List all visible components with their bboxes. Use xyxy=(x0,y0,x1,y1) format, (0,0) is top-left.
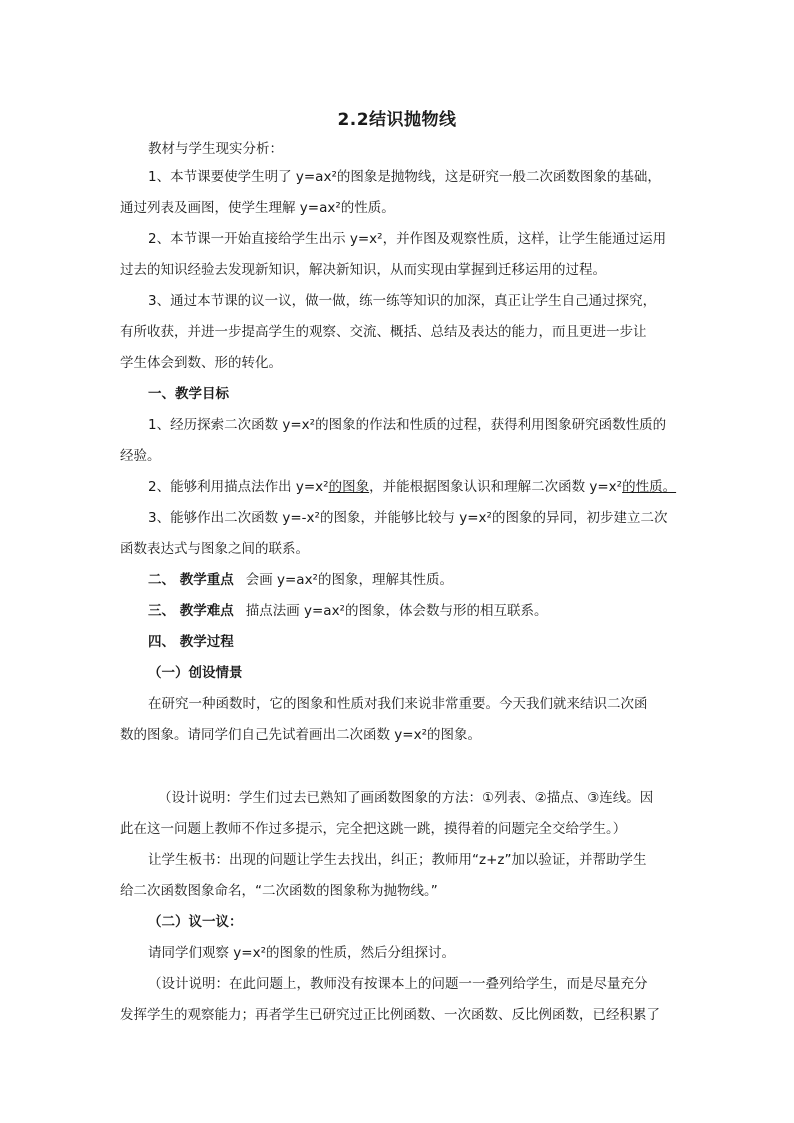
difficulty-text: 描点法画 y=ax²的图象，体会数与形的相互联系。 xyxy=(245,603,548,619)
intro-paragraph-3-line-2: 有所收获，并进一步提高学生的观察、交流、概括、总结及表达的能力，而且更进一步让 xyxy=(120,324,647,340)
intro-heading: 教材与学生现实分析： xyxy=(148,141,283,157)
key-point-line xyxy=(148,571,708,589)
intro-paragraph-1-line-1: 1、本节课要使学生明了 y=ax²的图象是抛物线，这是研究一般二次函数图象的基础， xyxy=(148,169,661,185)
goal-2-part-a: 2、能够利用描点法作出 y=x² xyxy=(148,479,329,495)
goal-3-line-2: 函数表达式与图象之间的联系。 xyxy=(120,541,309,557)
section-1-heading: （一）创设情景 xyxy=(148,665,243,681)
design-note-1-line-2: 此在这一问题上教师不作过多提示，完全把这跳一跳，摸得着的问题完全交给学生。） xyxy=(120,821,627,837)
section-2-heading: （二）议一议： xyxy=(148,914,243,930)
design-note-2-line-2: 发挥学生的观察能力；再者学生已研究过正比例函数、一次函数、反比例函数，已经积累了 xyxy=(120,1007,660,1023)
intro-paragraph-2-line-2: 过去的知识经验去发现新知识，解决新知识，从而实现由掌握到迁移运用的过程。 xyxy=(120,262,606,278)
goals-heading: 一、教学目标 xyxy=(148,386,229,402)
intro-paragraph-2-line-1: 2、本节课一开始直接给学生出示 y=x²，并作图及观察性质，这样，让学生能通过运用 xyxy=(148,231,667,247)
board-line-2: 给二次函数图象命名，“二次函数的图象称为抛物线。” xyxy=(120,883,438,899)
goal-1-line-1: 1、经历探索二次函数 y=x²的图象的作法和性质的过程，获得利用图象研究函数性质的 xyxy=(148,417,667,433)
key-point-label: 二、 教学重点 xyxy=(148,572,234,588)
section-1-line-2: 数的图象。请同学们自己先试着画出二次函数 y=x²的图象。 xyxy=(120,727,481,743)
goal-2-underlined-property: 的性质。 xyxy=(622,479,677,495)
intro-paragraph-3-line-3: 学生体会到数、形的转化。 xyxy=(120,355,282,371)
key-point-text: 会画 y=ax²的图象，理解其性质。 xyxy=(245,572,453,588)
design-note-1-line-1: （设计说明：学生们过去已熟知了画函数图象的方法：①列表、②描点、③连线。因 xyxy=(158,790,654,806)
intro-paragraph-1-line-2: 通过列表及画图，使学生理解 y=ax²的性质。 xyxy=(120,200,395,216)
section-2-line-1: 请同学们观察 y=x²的图象的性质，然后分组探讨。 xyxy=(148,945,455,961)
section-1-line-1: 在研究一种函数时，它的图象和性质对我们来说非常重要。今天我们就来结识二次函 xyxy=(148,696,648,712)
intro-paragraph-3-line-1: 3、通过本节课的议一议，做一做，练一练等知识的加深，真正让学生自己通过探究， xyxy=(148,293,657,309)
design-note-2-line-1: （设计说明：在此问题上，教师没有按课本上的问题一一叠列给学生，而是尽量充分 xyxy=(148,976,648,992)
process-heading: 四、 教学过程 xyxy=(148,634,234,650)
goal-2-part-c: ，并能根据图象认识和理解二次函数 y=x² xyxy=(369,479,623,495)
difficulty-line xyxy=(148,602,708,620)
difficulty-label: 三、 教学难点 xyxy=(148,603,234,619)
goal-3-line-1: 3、能够作出二次函数 y=-x²的图象，并能够比较与 y=x²的图象的异同，初步建立二次 xyxy=(148,510,668,526)
page-title: 2.2结识抛物线 xyxy=(337,110,457,130)
goal-2-line xyxy=(148,478,708,496)
goal-2-underlined-graph: 的图象 xyxy=(328,479,370,495)
board-line-1: 让学生板书：出现的问题让学生去找出，纠正；教师用“z+z”加以验证，并帮助学生 xyxy=(148,852,647,868)
goal-1-line-2: 经验。 xyxy=(120,448,161,464)
